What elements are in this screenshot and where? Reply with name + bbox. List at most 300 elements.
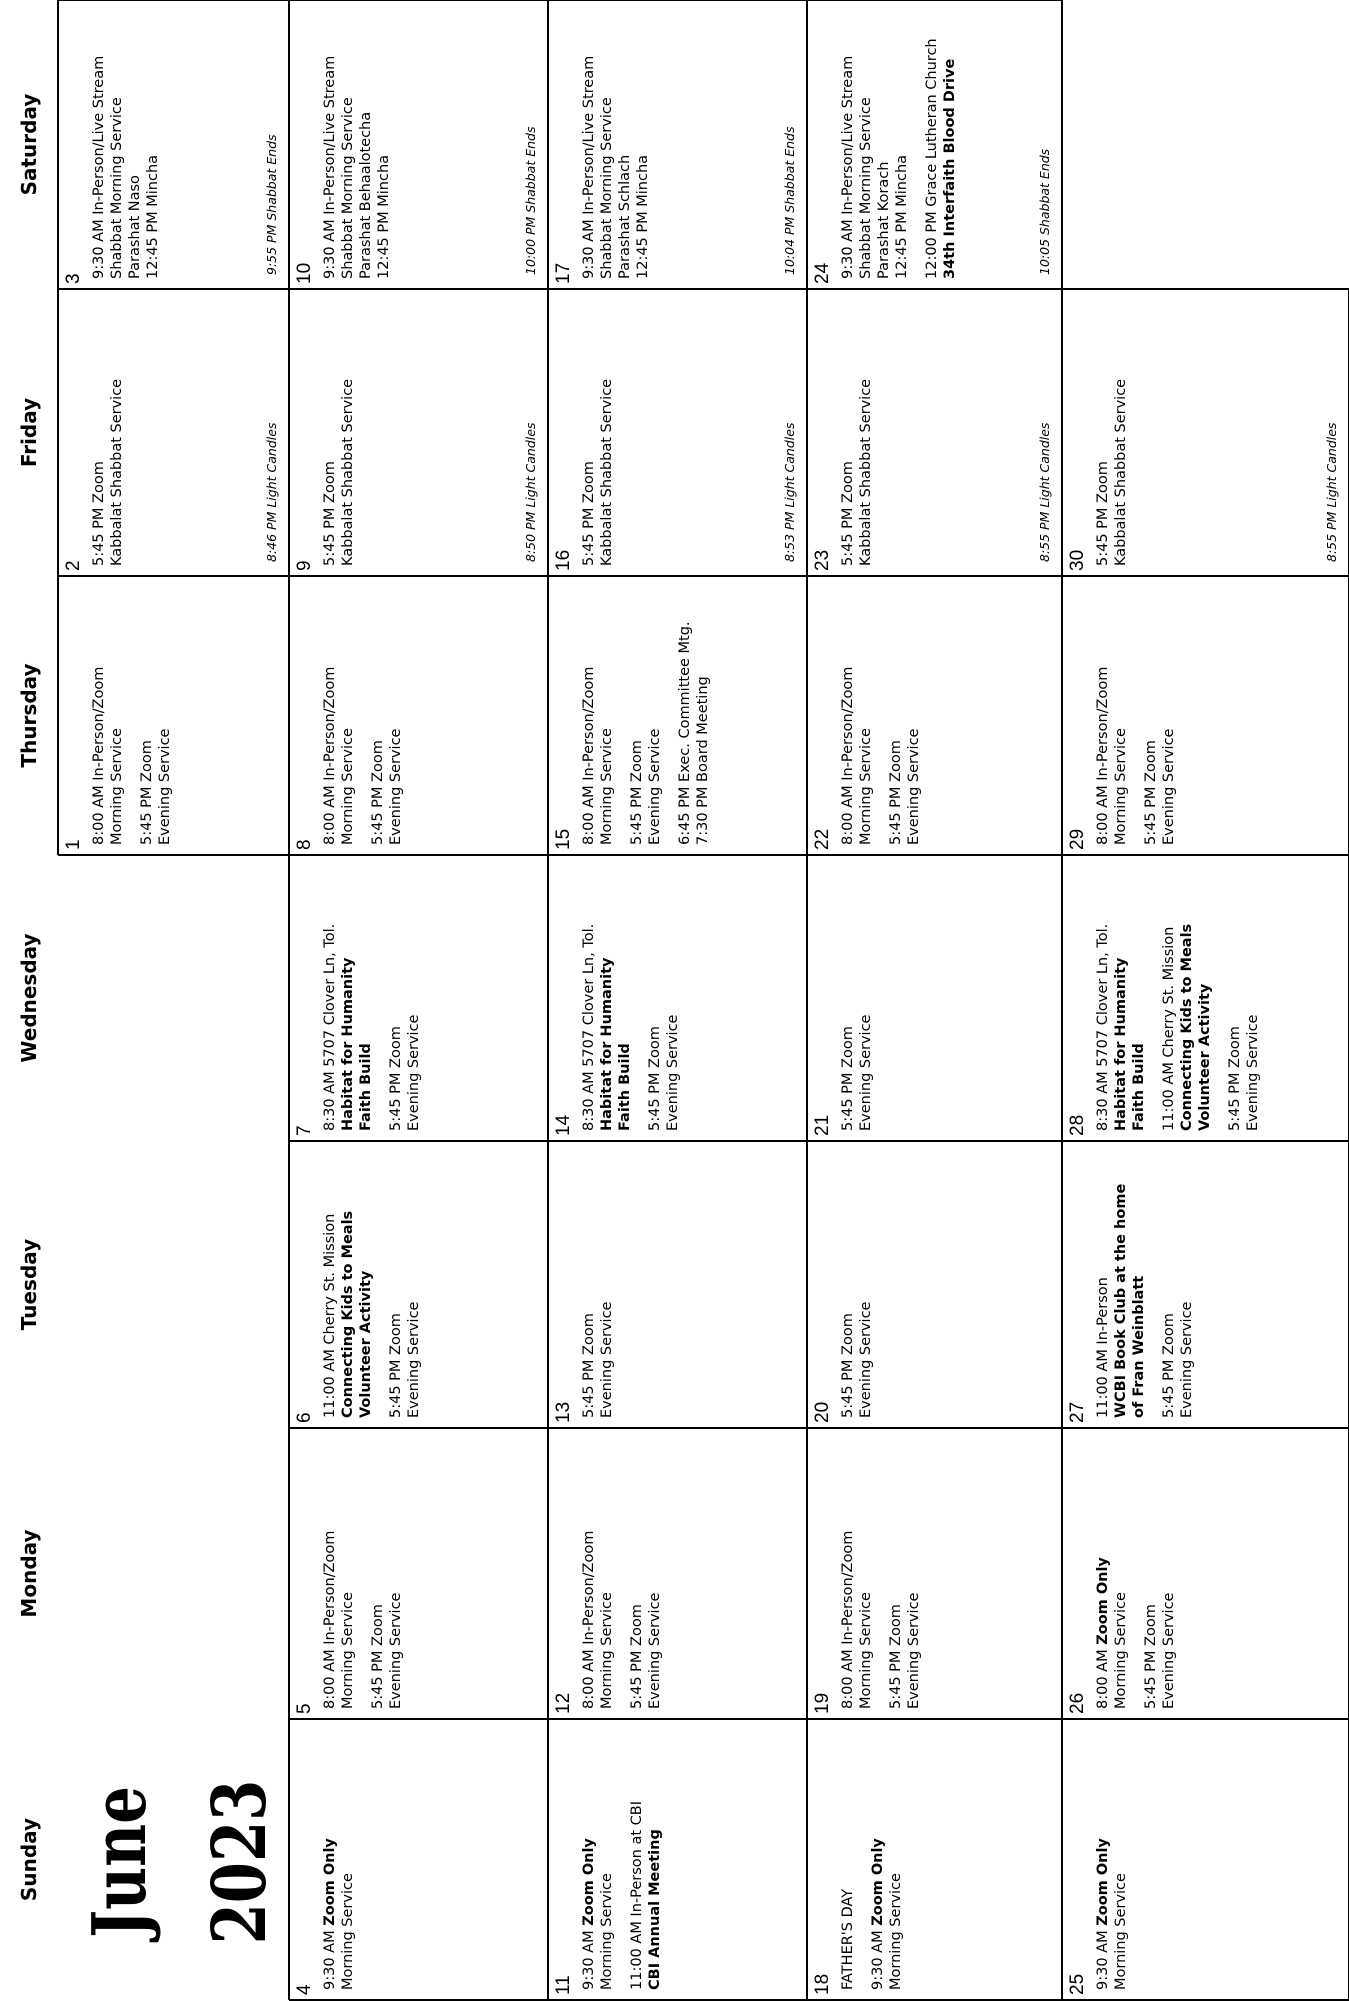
- day-cell: [548, 1141, 807, 1428]
- event-text: Evening Service: [1161, 1592, 1177, 1709]
- event-text: Morning Service: [599, 728, 615, 845]
- event-line: [646, 1719, 664, 1990]
- event-line: [321, 855, 339, 1131]
- event-text: 8:00 AM In-Person/Zoom: [840, 666, 856, 845]
- event-line: [646, 1428, 664, 1709]
- grid-line: [58, 288, 1349, 290]
- event-line: [905, 1428, 923, 1709]
- day-number: 27: [1067, 1401, 1088, 1423]
- event-title: Connecting Kids to Meals: [1179, 923, 1195, 1131]
- event-title: Zoom Only: [581, 1838, 597, 1926]
- event-text: 5:45 PM Zoom: [888, 740, 904, 845]
- event-list: [839, 0, 959, 279]
- event-text: Evening Service: [647, 728, 663, 845]
- event-title: Faith Build: [1131, 1043, 1147, 1131]
- day-number: 16: [553, 549, 574, 571]
- event-line: [875, 0, 893, 279]
- event-line: [90, 576, 108, 845]
- event-title: Zoom Only: [1095, 1557, 1111, 1645]
- event-title: 34th Interfaith Blood Drive: [942, 58, 958, 279]
- day-number: 5: [294, 1703, 315, 1714]
- event-text: Parashat Naso: [127, 175, 143, 279]
- day-cell: [1062, 1141, 1349, 1428]
- event-text: 8:30 AM 5707 Clover Ln, Tol.: [1095, 923, 1111, 1131]
- event-text: 7:30 PM Board Meeting: [695, 676, 711, 845]
- event-line: [1094, 289, 1112, 566]
- day-cell: [548, 855, 807, 1141]
- candle-time-note: 10:00 PM Shabbat Ends: [523, 126, 538, 275]
- event-text: 11:00 AM In-Person: [1095, 1277, 1111, 1418]
- day-number: 21: [812, 1114, 833, 1136]
- event-list: [321, 855, 423, 1131]
- day-number: 28: [1067, 1114, 1088, 1136]
- event-line: [321, 0, 339, 279]
- event-text: 5:45 PM Zoom: [629, 1604, 645, 1709]
- event-text: Kabbalat Shabbat Service: [858, 378, 874, 566]
- event-list: [1094, 1719, 1130, 1990]
- grid-line: [289, 1718, 1349, 1720]
- spacer: [911, 0, 923, 279]
- event-line: [580, 1428, 598, 1709]
- day-number: 22: [812, 828, 833, 850]
- event-line: [387, 855, 405, 1131]
- candle-time-note: 10:04 PM Shabbat Ends: [782, 126, 797, 275]
- event-text: Morning Service: [858, 1592, 874, 1709]
- event-line: [387, 1428, 405, 1709]
- event-line: [887, 1719, 905, 1990]
- spacer: [357, 576, 369, 845]
- event-line: [580, 1141, 598, 1418]
- event-text: 8:00 AM In-Person/Zoom: [1095, 666, 1111, 845]
- day-cell: [289, 855, 548, 1141]
- event-line: [1160, 855, 1178, 1131]
- event-title: WCBI Book Club at the home: [1113, 1183, 1129, 1418]
- event-line: [857, 289, 875, 566]
- event-line: [887, 1428, 905, 1709]
- event-title: Habitat for Humanity: [340, 957, 356, 1131]
- event-text: Shabbat Morning Service: [599, 97, 615, 279]
- event-line: [1244, 855, 1262, 1131]
- event-text: Morning Service: [340, 728, 356, 845]
- day-cell: [1062, 855, 1349, 1141]
- event-line: [1142, 1428, 1160, 1709]
- event-text: 9:30 AM In-Person/Live Stream: [322, 55, 338, 279]
- day-cell: [289, 1141, 548, 1428]
- event-text: Kabbalat Shabbat Service: [1113, 378, 1129, 566]
- day-header-monday: Monday: [17, 1529, 41, 1618]
- day-number: 7: [294, 1125, 315, 1136]
- event-line: [387, 1141, 405, 1418]
- event-line: [857, 576, 875, 845]
- day-cell: [548, 289, 807, 576]
- day-cell: [807, 289, 1062, 576]
- day-number: 8: [294, 839, 315, 850]
- event-line: [357, 0, 375, 279]
- spacer: [857, 1719, 869, 1990]
- event-text: Morning Service: [1113, 1592, 1129, 1709]
- event-text: Evening Service: [1161, 728, 1177, 845]
- event-text: Evening Service: [906, 728, 922, 845]
- event-title: Volunteer Activity: [358, 1270, 374, 1418]
- event-text: Shabbat Morning Service: [858, 97, 874, 279]
- day-number: 11: [553, 1975, 574, 1995]
- event-title: Volunteer Activity: [1197, 983, 1213, 1131]
- event-text: 5:45 PM Zoom: [581, 1313, 597, 1418]
- event-text: Kabbalat Shabbat Service: [599, 378, 615, 566]
- month-title: June 2023: [77, 1779, 283, 1945]
- event-text: 5:45 PM Zoom: [1227, 1026, 1243, 1131]
- day-cell: [548, 1719, 807, 2000]
- day-number: 20: [812, 1401, 833, 1423]
- spacer: [1130, 1428, 1142, 1709]
- event-text: Evening Service: [388, 1592, 404, 1709]
- event-text: 9:30 AM: [1095, 1925, 1111, 1990]
- day-number: 25: [1067, 1973, 1088, 1995]
- grid-line: [1061, 0, 1063, 2000]
- event-line: [598, 289, 616, 566]
- event-text: 5:45 PM Zoom: [91, 461, 107, 566]
- event-text: Evening Service: [406, 1014, 422, 1131]
- event-list: [580, 576, 712, 845]
- event-list: [580, 1428, 664, 1709]
- event-text: 9:30 AM: [581, 1925, 597, 1990]
- event-line: [1112, 855, 1130, 1131]
- event-line: [839, 0, 857, 279]
- event-line: [144, 0, 162, 279]
- day-number: 6: [294, 1412, 315, 1423]
- event-line: [598, 1719, 616, 1990]
- event-line: [321, 1719, 339, 1990]
- event-list: [321, 1141, 423, 1418]
- event-line: [1112, 1719, 1130, 1990]
- event-list: [321, 1719, 357, 1990]
- event-line: [1094, 1141, 1112, 1418]
- day-number: 18: [812, 1973, 833, 1995]
- event-text: 5:45 PM Zoom: [1095, 461, 1111, 566]
- event-line: [1142, 576, 1160, 845]
- event-title: Faith Build: [617, 1043, 633, 1131]
- event-text: 5:45 PM Zoom: [840, 1026, 856, 1131]
- event-line: [1130, 1141, 1148, 1418]
- event-line: [339, 1428, 357, 1709]
- spacer: [616, 576, 628, 845]
- event-line: [839, 855, 857, 1131]
- spacer: [1148, 855, 1160, 1131]
- event-line: [664, 855, 682, 1131]
- day-number: 12: [553, 1692, 574, 1714]
- grid-line: [806, 0, 808, 2000]
- event-line: [108, 576, 126, 845]
- day-number: 9: [294, 560, 315, 571]
- event-list: [90, 0, 162, 279]
- event-line: [839, 576, 857, 845]
- candle-time-note: 10:05 Shabbat Ends: [1037, 148, 1052, 275]
- candle-time-note: 8:53 PM Light Candles: [782, 422, 797, 562]
- event-line: [339, 855, 357, 1131]
- event-line: [869, 1719, 887, 1990]
- event-line: [321, 576, 339, 845]
- event-line: [369, 576, 387, 845]
- event-list: [839, 289, 875, 566]
- event-text: Evening Service: [665, 1014, 681, 1131]
- event-line: [1160, 1141, 1178, 1418]
- event-list: [1094, 1141, 1196, 1418]
- event-list: [1094, 289, 1130, 566]
- event-text: Evening Service: [406, 1301, 422, 1418]
- event-list: [321, 576, 405, 845]
- day-number: 10: [294, 262, 315, 284]
- event-line: [405, 855, 423, 1131]
- event-text: Kabbalat Shabbat Service: [340, 378, 356, 566]
- day-cell: [289, 1719, 548, 2000]
- event-text: Morning Service: [599, 1873, 615, 1990]
- event-line: [628, 576, 646, 845]
- event-text: 5:45 PM Zoom: [139, 740, 155, 845]
- event-text: Kabbalat Shabbat Service: [109, 378, 125, 566]
- event-text: 8:00 AM In-Person/Zoom: [581, 666, 597, 845]
- event-line: [321, 289, 339, 566]
- event-line: [1112, 289, 1130, 566]
- day-header-friday: Friday: [17, 397, 41, 468]
- day-header-sunday: Sunday: [17, 1817, 41, 1902]
- event-line: [839, 1719, 857, 1990]
- event-line: [1196, 855, 1214, 1131]
- event-text: Evening Service: [388, 728, 404, 845]
- event-line: [108, 289, 126, 566]
- event-text: 5:45 PM Zoom: [629, 740, 645, 845]
- day-cell: [548, 0, 807, 289]
- day-cell: [58, 0, 289, 289]
- event-text: 8:00 AM In-Person/Zoom: [581, 1530, 597, 1709]
- event-text: 5:45 PM Zoom: [322, 461, 338, 566]
- event-line: [839, 1141, 857, 1418]
- spacer: [357, 1428, 369, 1709]
- event-line: [339, 1719, 357, 1990]
- event-line: [1112, 1428, 1130, 1709]
- day-number: 3: [63, 273, 84, 284]
- event-text: Parashat Schlach: [617, 154, 633, 279]
- grid-line: [289, 1140, 1349, 1142]
- day-cell: [1062, 576, 1349, 855]
- spacer: [616, 1428, 628, 1709]
- event-text: Parashat Korach: [876, 161, 892, 279]
- event-line: [580, 1719, 598, 1990]
- event-text: 5:45 PM Zoom: [888, 1604, 904, 1709]
- day-number: 13: [553, 1401, 574, 1423]
- spacer: [126, 576, 138, 845]
- candle-time-note: 9:55 PM Shabbat Ends: [264, 134, 279, 275]
- day-cell: [1062, 1428, 1349, 1719]
- day-number: 24: [812, 262, 833, 284]
- grid-line: [58, 854, 1349, 856]
- event-line: [90, 0, 108, 279]
- day-cell: [1062, 1719, 1349, 2000]
- event-line: [339, 1141, 357, 1418]
- event-list: [1094, 1428, 1178, 1709]
- event-line: [616, 0, 634, 279]
- event-text: 8:00 AM In-Person/Zoom: [322, 1530, 338, 1709]
- event-title: of Fran Weinblatt: [1131, 1275, 1147, 1418]
- event-title: Zoom Only: [1095, 1838, 1111, 1926]
- event-text: 9:30 AM: [322, 1925, 338, 1990]
- event-text: 12:45 PM Mincha: [376, 154, 392, 279]
- spacer: [875, 1428, 887, 1709]
- candle-time-note: 8:55 PM Light Candles: [1324, 422, 1339, 562]
- event-line: [598, 0, 616, 279]
- day-cell: [807, 1428, 1062, 1719]
- event-text: 5:45 PM Zoom: [647, 1026, 663, 1131]
- event-line: [887, 576, 905, 845]
- event-text: 11:00 AM Cherry St. Mission: [322, 1213, 338, 1418]
- event-text: 8:30 AM 5707 Clover Ln, Tol.: [581, 923, 597, 1131]
- event-text: FATHER'S DAY: [840, 1888, 856, 1990]
- event-line: [580, 855, 598, 1131]
- spacer: [1130, 576, 1142, 845]
- event-text: 9:30 AM In-Person/Live Stream: [581, 55, 597, 279]
- event-text: 5:45 PM Zoom: [1143, 740, 1159, 845]
- event-line: [598, 855, 616, 1131]
- event-text: Evening Service: [1245, 1014, 1261, 1131]
- day-cell: [807, 0, 1062, 289]
- event-line: [676, 576, 694, 845]
- event-title: Connecting Kids to Meals: [340, 1210, 356, 1418]
- day-number: 26: [1067, 1692, 1088, 1714]
- event-title: Zoom Only: [322, 1838, 338, 1926]
- event-text: 9:30 AM In-Person/Live Stream: [840, 55, 856, 279]
- event-line: [580, 289, 598, 566]
- event-text: 5:45 PM Zoom: [840, 1313, 856, 1418]
- event-line: [634, 0, 652, 279]
- event-line: [90, 289, 108, 566]
- event-list: [580, 0, 652, 279]
- spacer: [1214, 855, 1226, 1131]
- event-title: Zoom Only: [870, 1838, 886, 1926]
- event-text: Evening Service: [858, 1014, 874, 1131]
- event-line: [369, 1428, 387, 1709]
- event-list: [839, 855, 875, 1131]
- event-text: Evening Service: [1179, 1301, 1195, 1418]
- day-cell: [289, 576, 548, 855]
- candle-time-note: 8:50 PM Light Candles: [523, 422, 538, 562]
- event-line: [339, 576, 357, 845]
- event-text: Shabbat Morning Service: [109, 97, 125, 279]
- event-line: [646, 855, 664, 1131]
- event-line: [405, 1141, 423, 1418]
- event-line: [616, 855, 634, 1131]
- event-text: Evening Service: [906, 1592, 922, 1709]
- event-line: [694, 576, 712, 845]
- event-text: 5:45 PM Zoom: [1143, 1604, 1159, 1709]
- event-line: [1112, 576, 1130, 845]
- day-header-tuesday: Tuesday: [17, 1238, 41, 1331]
- event-list: [580, 1141, 616, 1418]
- event-line: [1226, 855, 1244, 1131]
- day-cell: [289, 289, 548, 576]
- event-text: 11:00 AM Cherry St. Mission: [1161, 926, 1177, 1131]
- event-line: [923, 0, 941, 279]
- spacer: [375, 855, 387, 1131]
- event-line: [108, 0, 126, 279]
- event-line: [598, 1428, 616, 1709]
- event-line: [941, 0, 959, 279]
- day-cell: [807, 1141, 1062, 1428]
- event-text: Morning Service: [340, 1873, 356, 1990]
- event-line: [857, 855, 875, 1131]
- event-line: [1112, 1141, 1130, 1418]
- day-number: 1: [63, 839, 84, 850]
- event-line: [839, 1428, 857, 1709]
- grid-line: [57, 0, 59, 855]
- event-line: [628, 1428, 646, 1709]
- event-line: [156, 576, 174, 845]
- spacer: [875, 576, 887, 845]
- event-text: 5:45 PM Zoom: [840, 461, 856, 566]
- event-text: Parashat Behaalotecha: [358, 111, 374, 279]
- event-list: [1094, 576, 1178, 845]
- spacer: [375, 1141, 387, 1418]
- event-line: [646, 576, 664, 845]
- event-line: [126, 0, 144, 279]
- spacer: [1148, 1141, 1160, 1418]
- event-line: [1094, 1719, 1112, 1990]
- day-cell: [58, 576, 289, 855]
- event-title: Habitat for Humanity: [1113, 957, 1129, 1131]
- day-number: 17: [553, 262, 574, 284]
- event-text: Evening Service: [157, 728, 173, 845]
- day-number: 23: [812, 549, 833, 571]
- event-text: 8:00 AM In-Person/Zoom: [91, 666, 107, 845]
- spacer: [634, 855, 646, 1131]
- day-header-wednesday: Wednesday: [17, 933, 41, 1063]
- event-line: [628, 1719, 646, 1990]
- day-cell: [807, 1719, 1062, 2000]
- event-line: [1094, 1428, 1112, 1709]
- event-title: Habitat for Humanity: [599, 957, 615, 1131]
- event-list: [580, 289, 616, 566]
- event-line: [598, 1141, 616, 1418]
- event-line: [375, 0, 393, 279]
- event-line: [1178, 855, 1196, 1131]
- event-text: Morning Service: [340, 1592, 356, 1709]
- candle-time-note: 8:46 PM Light Candles: [264, 422, 279, 562]
- event-line: [580, 0, 598, 279]
- event-text: Morning Service: [888, 1873, 904, 1990]
- day-number: 19: [812, 1692, 833, 1714]
- event-list: [1094, 855, 1262, 1131]
- event-text: Morning Service: [858, 728, 874, 845]
- day-number: 30: [1067, 549, 1088, 571]
- event-line: [893, 0, 911, 279]
- event-line: [321, 1141, 339, 1418]
- event-text: 8:30 AM 5707 Clover Ln, Tol.: [322, 923, 338, 1131]
- grid-line: [289, 1427, 1349, 1429]
- spacer: [616, 1719, 628, 1990]
- event-text: 12:00 PM Grace Lutheran Church: [924, 38, 940, 279]
- day-number: 2: [63, 560, 84, 571]
- day-number: 29: [1067, 828, 1088, 850]
- event-list: [839, 576, 923, 845]
- event-text: Morning Service: [1113, 1873, 1129, 1990]
- event-title: CBI Annual Meeting: [647, 1829, 663, 1990]
- event-text: Morning Service: [599, 1592, 615, 1709]
- candle-time-note: 8:55 PM Light Candles: [1037, 422, 1052, 562]
- event-line: [1094, 855, 1112, 1131]
- event-line: [339, 289, 357, 566]
- event-line: [857, 0, 875, 279]
- event-text: Morning Service: [1113, 728, 1129, 845]
- event-line: [905, 576, 923, 845]
- event-line: [321, 1428, 339, 1709]
